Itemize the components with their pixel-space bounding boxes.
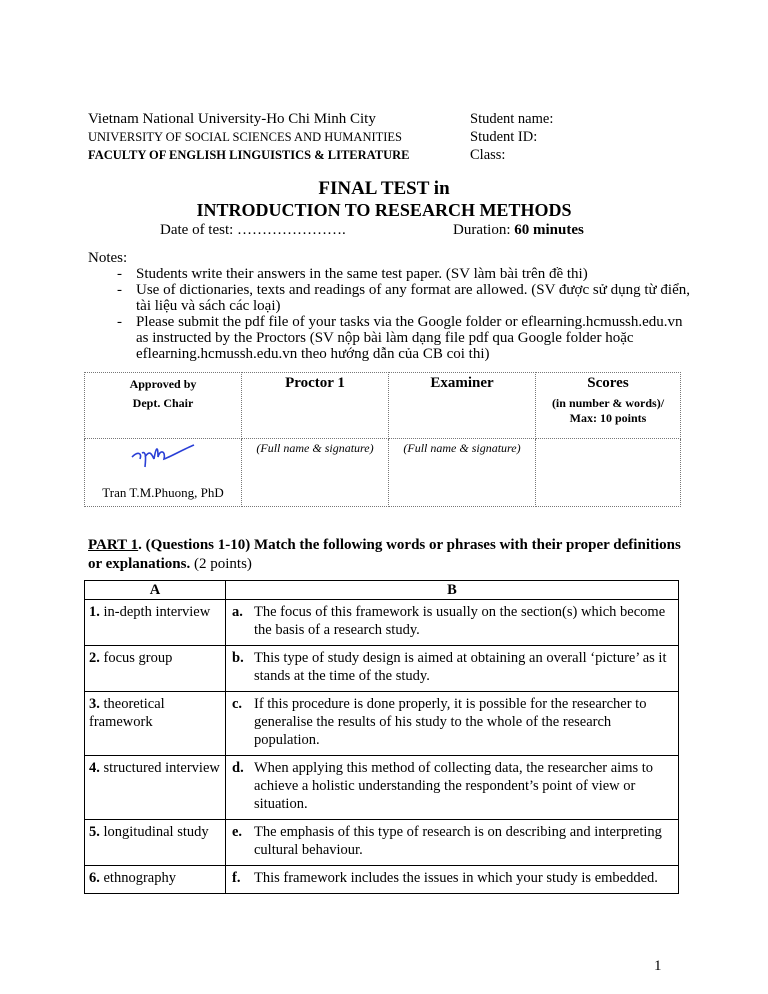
term-cell [85, 820, 226, 866]
dept-chair: Dept. Chair [132, 396, 194, 410]
signature-table [84, 372, 681, 507]
definition-letter: f. [226, 866, 251, 894]
chair-name: Tran T.M.Phuong, PhD [102, 485, 224, 500]
term-number: 2. [89, 650, 100, 666]
term: theoretical framework [89, 696, 165, 730]
definition-letter: c. [226, 692, 251, 756]
examiner-header: Examiner [389, 373, 536, 439]
term-number: 4. [89, 760, 100, 776]
scores-sub: (in number & words)/ [551, 396, 665, 410]
signature-image [128, 443, 198, 477]
definition-letter: d. [226, 756, 251, 820]
term-cell [85, 866, 226, 894]
test-date: Date of test: …………………. [160, 222, 346, 238]
table-row [85, 600, 679, 646]
term-cell [85, 600, 226, 646]
duration-value: 60 minutes [514, 222, 584, 238]
definition: This type of study design is aimed at obtaining an overall ‘picture’ as it stands at the time of the study. [250, 646, 679, 692]
definition-letter: a. [226, 600, 251, 646]
table-row [85, 646, 679, 692]
scores-max: Max: 10 points [569, 411, 647, 425]
duration-label: Duration: [453, 222, 515, 238]
definition: This framework includes the issues in which your study is embedded. [250, 866, 679, 894]
notes [88, 250, 698, 362]
faculty: FACULTY OF ENGLISH LINGUISTICS & LITERATURE [88, 148, 410, 162]
table-row [85, 866, 679, 894]
term: longitudinal study [103, 824, 209, 840]
term-number: 5. [89, 824, 100, 840]
notes-label: Notes: [88, 250, 128, 266]
page-title: FINAL TEST in [318, 178, 450, 199]
definition-letter: b. [226, 646, 251, 692]
part1-text: . (Questions 1-10) Match the following words or phrases with their proper definitions or explanations. [88, 537, 681, 572]
table-row [85, 692, 679, 756]
part1-points: (2 points) [190, 556, 252, 572]
scores-header: Scores [587, 375, 629, 391]
term: ethnography [103, 870, 176, 886]
term: structured interview [103, 760, 220, 776]
school: UNIVERSITY OF SOCIAL SCIENCES AND HUMANITIES [88, 130, 403, 144]
student-id-label: Student ID: [470, 129, 538, 145]
term-number: 1. [89, 604, 100, 620]
proctor-header: Proctor 1 [242, 373, 389, 439]
university: Vietnam National University-Ho Chi Minh City [88, 111, 376, 127]
term: focus group [103, 650, 173, 666]
duration [453, 222, 584, 239]
definition: The focus of this framework is usually on the section(s) which become the basis of a research study. [250, 600, 679, 646]
term: in-depth interview [103, 604, 211, 620]
term-number: 3. [89, 696, 100, 712]
page-number: 1 [654, 958, 662, 974]
part1-label: PART 1 [88, 537, 139, 553]
term-cell [85, 756, 226, 820]
term-number: 6. [89, 870, 100, 886]
definition: If this procedure is done properly, it is possible for the researcher to generalise the results of his study to the whole of the research population. [250, 692, 679, 756]
table-row [85, 756, 679, 820]
student-info [470, 110, 553, 164]
approved-by: Approved by [129, 377, 197, 391]
proctor-signature-field: (Full name & signature) [242, 439, 389, 507]
term-cell [85, 646, 226, 692]
definition: When applying this method of collecting data, the researcher aims to achieve a holistic understanding the respondent’s point of view or situation. [250, 756, 679, 820]
student-name-label: Student name: [470, 111, 554, 127]
course-title: INTRODUCTION TO RESEARCH METHODS [196, 200, 572, 220]
column-a-header: A [85, 581, 226, 600]
class-label: Class: [470, 147, 506, 163]
score-field [536, 439, 681, 507]
note-item: - Use of dictionaries, texts and readings of any format are allowed. (SV được sử dụng từ điển, tài liệu và sách các loại) [88, 282, 698, 314]
part1-instructions [88, 536, 688, 574]
matching-table [84, 580, 679, 894]
column-b-header: B [226, 581, 679, 600]
definition: The emphasis of this type of research is on describing and interpreting cultural behaviour. [250, 820, 679, 866]
institution-header [88, 110, 409, 164]
note-item: - Students write their answers in the same test paper. (SV làm bài trên đề thi) [88, 266, 698, 282]
examiner-signature-field: (Full name & signature) [389, 439, 536, 507]
definition-letter: e. [226, 820, 251, 866]
term-cell [85, 692, 226, 756]
note-item: - Please submit the pdf file of your tasks via the Google folder or eflearning.hcmussh.edu.vn as instructed by the Proctors (SV nộp bài làm dạng file pdf qua Google folder hoặc eflearning.hcmussh.edu.vn theo hướng dẫn của CB coi thi) [88, 314, 698, 362]
table-row [85, 820, 679, 866]
